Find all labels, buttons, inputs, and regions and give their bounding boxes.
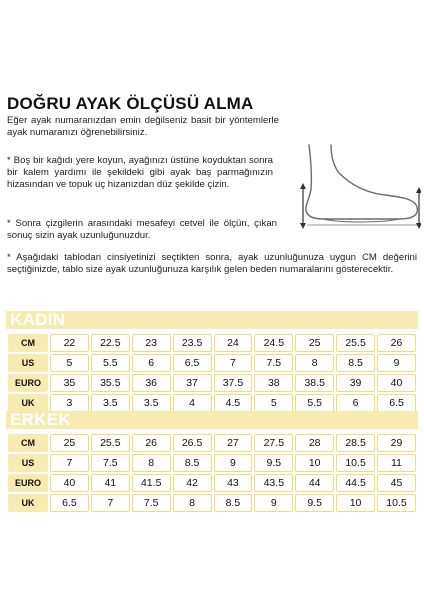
size-cell: 22 [50, 334, 89, 352]
size-cell: 40 [377, 374, 416, 392]
size-cell: 5 [50, 354, 89, 372]
size-cell: 3.5 [132, 394, 171, 412]
row-label: CM [8, 434, 48, 452]
size-cell: 43 [214, 474, 253, 492]
size-cell: 5.5 [295, 394, 334, 412]
row-label: US [8, 354, 48, 372]
size-cell: 10 [336, 494, 375, 512]
size-cell: 24.5 [254, 334, 293, 352]
table-row [8, 494, 416, 512]
size-cell: 6.5 [377, 394, 416, 412]
women-size-table [6, 332, 418, 414]
men-heading-label: ERKEK [10, 410, 72, 429]
size-cell: 6 [132, 354, 171, 372]
size-cell: 43.5 [254, 474, 293, 492]
size-cell: 25 [295, 334, 334, 352]
size-cell: 5.5 [91, 354, 130, 372]
table-row [8, 474, 416, 492]
foot-outline-icon [281, 141, 421, 231]
size-cell: 44 [295, 474, 334, 492]
size-cell: 37.5 [214, 374, 253, 392]
table-row [8, 374, 416, 392]
size-cell: 6 [336, 394, 375, 412]
size-cell: 24 [214, 334, 253, 352]
size-cell: 10 [295, 454, 334, 472]
size-cell: 8.5 [336, 354, 375, 372]
size-cell: 8 [295, 354, 334, 372]
size-cell: 28 [295, 434, 334, 452]
size-cell: 35 [50, 374, 89, 392]
size-cell: 4.5 [214, 394, 253, 412]
row-label: EURO [8, 374, 48, 392]
size-cell: 6.5 [50, 494, 89, 512]
men-size-table [6, 432, 418, 514]
size-cell: 40 [50, 474, 89, 492]
step-measure: * Sonra çizgilerin arasındaki mesafeyi cetvel ile ölçün, çıkan sonuç sizin ayak uzunluğunuzdur. [7, 218, 277, 241]
size-cell: 39 [336, 374, 375, 392]
size-cell: 23 [132, 334, 171, 352]
size-cell: 26 [377, 334, 416, 352]
size-cell: 8 [132, 454, 171, 472]
size-cell: 7 [50, 454, 89, 472]
size-cell: 8.5 [214, 494, 253, 512]
size-cell: 9.5 [254, 454, 293, 472]
size-cell: 22.5 [91, 334, 130, 352]
size-cell: 37 [173, 374, 212, 392]
size-cell: 10.5 [377, 494, 416, 512]
size-cell: 9 [214, 454, 253, 472]
women-heading [6, 311, 418, 329]
size-cell: 25 [50, 434, 89, 452]
size-cell: 9.5 [295, 494, 334, 512]
size-cell: 41 [91, 474, 130, 492]
size-cell: 4 [173, 394, 212, 412]
size-cell: 7 [91, 494, 130, 512]
size-cell: 38.5 [295, 374, 334, 392]
size-cell: 7.5 [254, 354, 293, 372]
size-cell: 42 [173, 474, 212, 492]
size-cell: 7.5 [132, 494, 171, 512]
size-cell: 38 [254, 374, 293, 392]
size-cell: 9 [254, 494, 293, 512]
intro-text: Eğer ayak numaranızdan emin değilseniz basit bir yöntemlerle ayak numaranızı öğrenebilirsiniz. [7, 115, 279, 138]
step-draw-lines: * Boş bir kağıdı yere koyun, ayağınızı üstüne koyduktan sonra bir kalem yardımı ile şekildeki gibi ayak baş parmağınızın hizasından ve topuk uç hizanızdan düz şekilde çizin. [7, 155, 273, 190]
page-title: DOĞRU AYAK ÖLÇÜSÜ ALMA [7, 94, 254, 113]
size-cell: 25.5 [336, 334, 375, 352]
size-cell: 8 [173, 494, 212, 512]
size-cell: 45 [377, 474, 416, 492]
table-row [8, 334, 416, 352]
row-label: CM [8, 334, 48, 352]
size-cell: 11 [377, 454, 416, 472]
step-use-table: * Aşağıdaki tablodan cinsiyetinizi seçtikten sonra, ayak uzunluğunuza uygun CM değerini seçtiğinizde, tablo size ayak uzunluğunuza karşılık gelen beden numaralarını gösterecektir. [7, 252, 417, 275]
size-cell: 6.5 [173, 354, 212, 372]
size-cell: 7.5 [91, 454, 130, 472]
size-cell: 44.5 [336, 474, 375, 492]
size-cell: 5 [254, 394, 293, 412]
size-cell: 25.5 [91, 434, 130, 452]
women-heading-label: KADIN [10, 310, 66, 329]
size-cell: 26 [132, 434, 171, 452]
table-row [8, 454, 416, 472]
size-cell: 9 [377, 354, 416, 372]
size-cell: 27 [214, 434, 253, 452]
size-cell: 29 [377, 434, 416, 452]
row-label: EURO [8, 474, 48, 492]
size-cell: 7 [214, 354, 253, 372]
size-cell: 26.5 [173, 434, 212, 452]
men-heading [6, 411, 418, 429]
size-cell: 10.5 [336, 454, 375, 472]
size-cell: 3 [50, 394, 89, 412]
size-cell: 27.5 [254, 434, 293, 452]
row-label: UK [8, 494, 48, 512]
size-cell: 35.5 [91, 374, 130, 392]
size-cell: 36 [132, 374, 171, 392]
row-label: US [8, 454, 48, 472]
size-cell: 3.5 [91, 394, 130, 412]
size-cell: 8.5 [173, 454, 212, 472]
size-cell: 41.5 [132, 474, 171, 492]
table-row [8, 354, 416, 372]
size-cell: 28.5 [336, 434, 375, 452]
table-row [8, 434, 416, 452]
size-cell: 23.5 [173, 334, 212, 352]
row-label: UK [8, 394, 48, 412]
